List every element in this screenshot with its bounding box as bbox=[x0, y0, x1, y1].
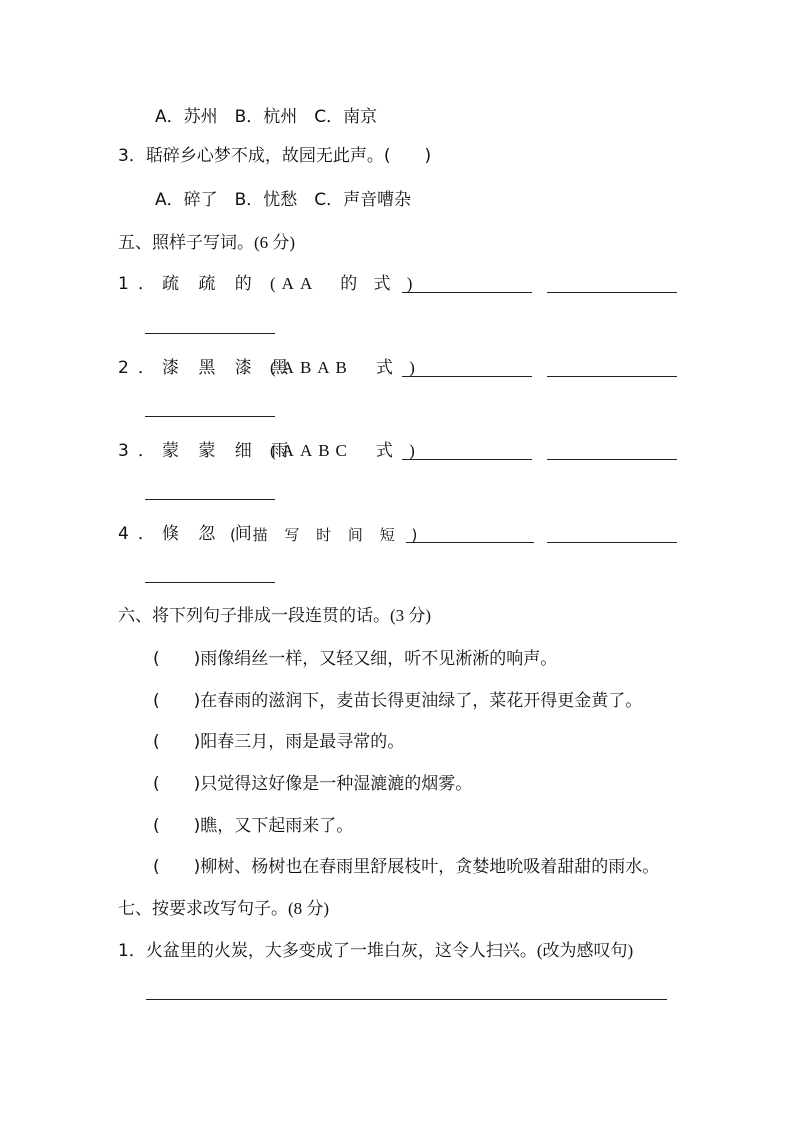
s5-item-4-pattern: ( 描 写 时 间 短 ) bbox=[230, 526, 424, 544]
section-5-title: 五、照样子写词。 bbox=[118, 233, 254, 253]
s6-item-4-text: 只觉得这好像是一种湿漉漉的烟雾。 bbox=[200, 774, 473, 794]
s5-item-4-word: ．倏 忽 间 bbox=[138, 524, 259, 544]
s6-item-1 bbox=[153, 648, 557, 670]
section-6-heading bbox=[118, 605, 431, 627]
s7-question-1-answer-line[interactable] bbox=[146, 999, 667, 1000]
s6-item-5 bbox=[153, 815, 353, 837]
s6-item-5-text: 瞧，又下起雨来了。 bbox=[200, 816, 354, 836]
s5-item-1-blank-3[interactable] bbox=[145, 333, 275, 334]
s6-item-3-text: 阳春三月，雨是最寻常的。 bbox=[200, 732, 405, 752]
section-5-heading bbox=[118, 232, 295, 254]
s5-item-1-blank-1[interactable] bbox=[402, 292, 532, 293]
s5-item-1-number: 1 bbox=[118, 274, 129, 294]
s5-item-2-blank-3[interactable] bbox=[145, 416, 275, 417]
s7-question-1 bbox=[118, 940, 633, 962]
s5-item-4-blank-1[interactable] bbox=[406, 542, 534, 543]
s5-item-1-pattern: (AA 的 式 ) bbox=[270, 274, 419, 293]
s6-item-3 bbox=[153, 731, 404, 753]
s5-item-2-word: ．漆 黑 漆 黑 bbox=[138, 358, 296, 378]
section-7-title: 七、按要求改写句子。 bbox=[118, 899, 288, 919]
section-7-score: (8 分) bbox=[288, 899, 330, 918]
s5-item-4-blank-2[interactable] bbox=[547, 542, 677, 543]
question-3-text: 3．聒碎乡心梦不成，故园无此声。( ) bbox=[118, 146, 432, 166]
s6-item-2-text: 在春雨的滋润下，麦苗长得更油绿了，菜花开得更金黄了。 bbox=[200, 691, 643, 711]
s5-item-4-number: 4 bbox=[118, 524, 129, 544]
s6-item-6-answer-paren[interactable]: ( ) bbox=[153, 857, 201, 877]
s5-item-2-number: 2 bbox=[118, 358, 129, 378]
s5-item-3-word: ．蒙 蒙 细 雨 bbox=[138, 441, 296, 461]
question-3-options: A．碎了 B．忧愁 C．声音嘈杂 bbox=[155, 190, 412, 210]
section-6-score: (3 分) bbox=[390, 606, 432, 625]
s7-question-1-requirement: (改为感叹句) bbox=[536, 941, 634, 960]
s5-item-3-number: 3 bbox=[118, 441, 129, 461]
s6-item-4 bbox=[153, 773, 472, 795]
s5-item-3-blank-3[interactable] bbox=[145, 499, 275, 500]
s5-item-1-word: ．疏 疏 的 bbox=[138, 274, 259, 294]
s6-item-5-answer-paren[interactable]: ( ) bbox=[153, 816, 201, 836]
s6-item-6-text: 柳树、杨树也在春雨里舒展枝叶，贪婪地吮吸着甜甜的雨水。 bbox=[200, 857, 660, 877]
prev-question-options: A．苏州 B．杭州 C．南京 bbox=[155, 107, 378, 127]
s5-item-2-blank-2[interactable] bbox=[547, 376, 677, 377]
s6-item-4-answer-paren[interactable]: ( ) bbox=[153, 774, 201, 794]
s5-item-3-blank-1[interactable] bbox=[402, 459, 532, 460]
s5-item-2-pattern: (ABAB 式 ) bbox=[270, 358, 421, 377]
s6-item-6 bbox=[153, 856, 659, 878]
s6-item-2 bbox=[153, 690, 642, 712]
section-5-score: (6 分) bbox=[254, 233, 296, 252]
s6-item-3-answer-paren[interactable]: ( ) bbox=[153, 732, 201, 752]
section-7-heading bbox=[118, 898, 329, 920]
section-6-title: 六、将下列句子排成一段连贯的话。 bbox=[118, 606, 390, 626]
s5-item-1-blank-2[interactable] bbox=[547, 292, 677, 293]
s6-item-2-answer-paren[interactable]: ( ) bbox=[153, 691, 201, 711]
s5-item-3-blank-2[interactable] bbox=[547, 459, 677, 460]
s6-item-1-answer-paren[interactable]: ( ) bbox=[153, 649, 201, 669]
s5-item-2-blank-1[interactable] bbox=[402, 376, 532, 377]
s7-question-1-text: 1．火盆里的火炭，大多变成了一堆白灰，这令人扫兴。 bbox=[118, 941, 537, 961]
s6-item-1-text: 雨像绢丝一样，又轻又细，听不见淅淅的响声。 bbox=[200, 649, 558, 669]
s5-item-4-blank-3[interactable] bbox=[145, 582, 275, 583]
s5-item-3-pattern: (AABC 式 ) bbox=[270, 441, 421, 460]
